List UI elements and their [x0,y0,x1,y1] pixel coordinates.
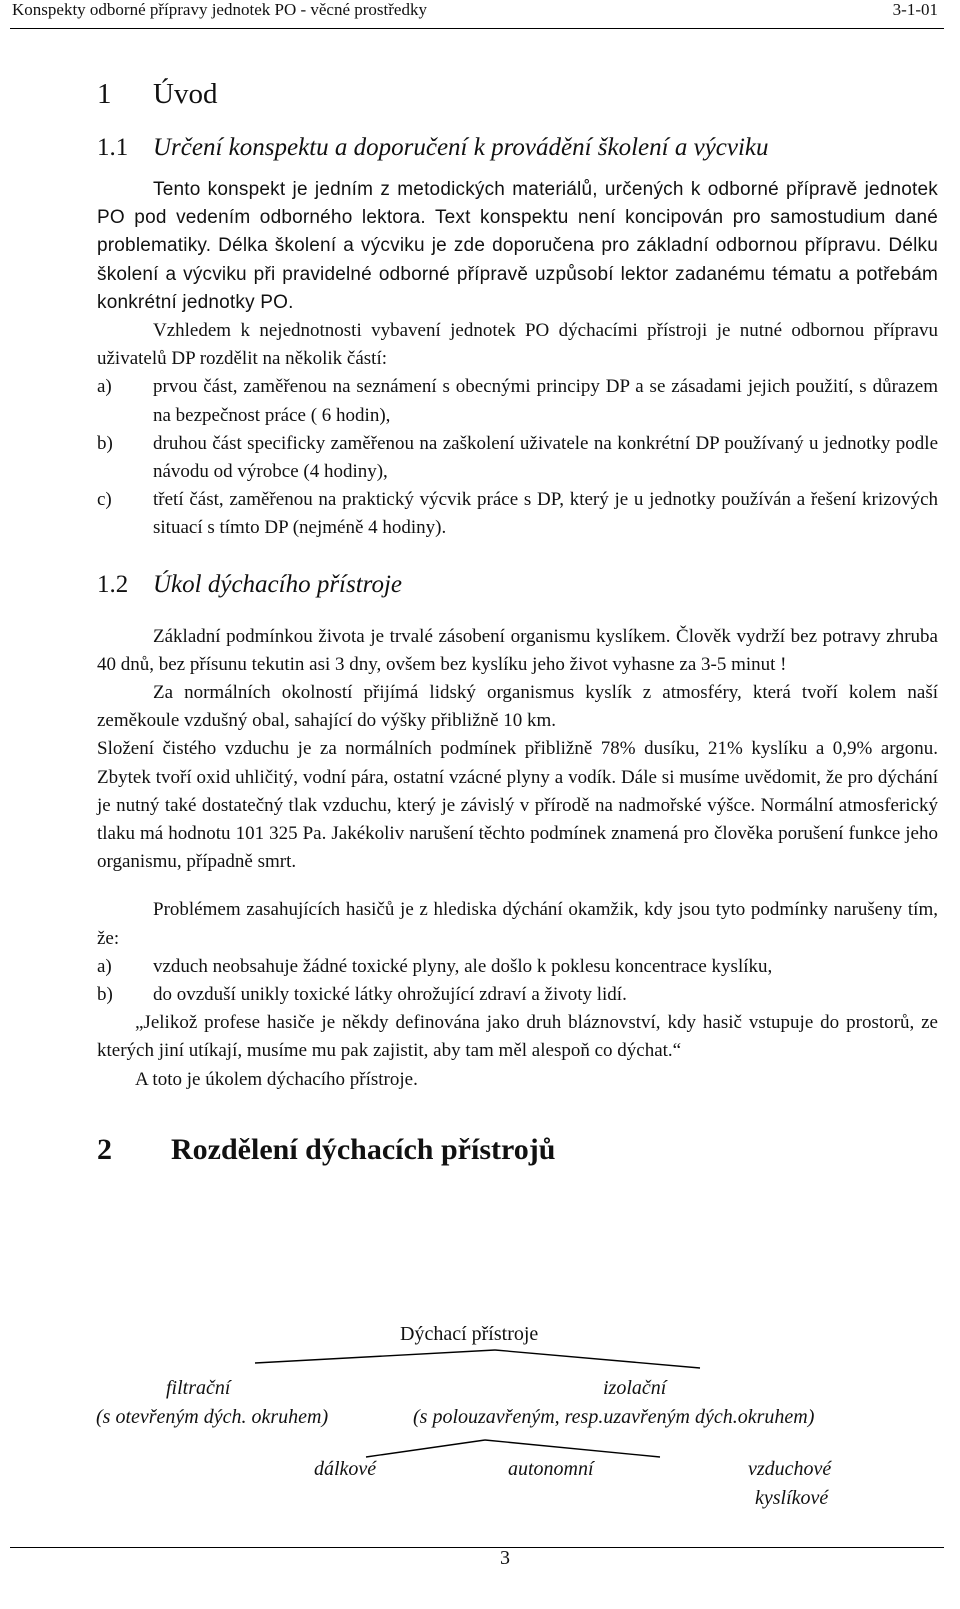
diagram-leaf-remote: dálkové [314,1458,377,1480]
diagram-leaf-oxygen: kyslíkové [755,1487,829,1509]
connector-isol-left [366,1440,485,1457]
breathing-apparatus-diagram [0,1315,960,1545]
page-number: 3 [500,1547,510,1569]
list-item [97,981,938,1009]
section-1-1-number: 1.1 [97,134,129,161]
footer-rule [10,1547,944,1548]
header-title: Konspekty odborné přípravy jednotek PO - věcné prostředky [12,0,427,19]
diagram-leaf-autonomous: autonomní [508,1458,594,1480]
paragraph-atmosphere: Za normálních okolností přijímá lidský organismus kyslík z atmosféry, která tvoří kolem naší zeměkoule vzdušný obal, sahající do výšky přibližně 10 km. [97,682,938,732]
section-1-2-title: Úkol dýchacího přístroje [153,570,403,598]
list-text: vzduch neobsahuje žádné toxické plyny, ale došlo k poklesu koncentrace kyslíku, [153,955,773,977]
diagram-root: Dýchací přístroje [400,1323,539,1345]
paragraph-oxygen: Základní podmínkou života je trvalé zásobení organismu kyslíkem. Člověk vydrží bez potravy zhruba 40 dnů, bez přísunu tekutin asi 3 dny, ovšem bez kyslíku jeho život vyhasne za 3-5 minut ! [97,625,938,675]
paragraph-parts: Vzhledem k nejednotnosti vybavení jednotek PO dýchacími přístroji je nutné odbornou přípravu uživatelů DP rozdělit na několik částí: [97,320,938,370]
diagram-filter-subtitle: (s otevřeným dých. okruhem) [96,1406,329,1428]
header-rule [10,28,944,29]
page-header [0,0,960,36]
document-body [97,70,938,1178]
connector-isol-right [485,1440,660,1457]
section-1-number: 1 [97,78,112,110]
list-label: b) [97,432,113,454]
connector-root-left [255,1350,495,1363]
list-text: do ovzduší unikly toxické látky ohrožující zdraví a životy lidí. [153,984,627,1006]
list-item [97,373,938,429]
paragraph-intro: Tento konspekt je jedním z metodických materiálů, určených k odborné přípravě jednotek PO pod vedením odborného lektora. Text konspektu není koncipován pro samostudium dané problematiky. Délka školení a výcviku je zde doporučena pro základní odbornou přípravu. Délku školení a výcviku při pravidelné odborné přípravě uzpůsobí lektor zadanému tématu a potřebám konkrétní jednotky PO. [97,179,938,313]
list-text: třetí část, zaměřenou na praktický výcvik práce s DP, který je u jednotky používán a řešení krizových situací s tímto DP (nejméně 4 hodiny). [153,489,938,539]
list-item [97,486,938,542]
list-text: prvou část, zaměřenou na seznámení s obecnými principy DP a se zásadami jejich použití, s důrazem na bezpečnost práce ( 6 hodin), [153,376,938,426]
list-label: a) [97,376,112,398]
list-text: druhou část specificky zaměřenou na zaškolení uživatele na konkrétní DP používaný u jednotky podle návodu od výrobce (4 hodiny), [153,432,938,483]
diagram-filter-title: filtrační [166,1377,231,1399]
list-item [97,430,938,486]
closing-sentence: A toto je úkolem dýchacího přístroje. [135,1068,418,1090]
diagram-leaf-air: vzduchové [748,1458,832,1480]
paragraph-firefighters: Problémem zasahujících hasičů je z hlediska dýchání okamžik, kdy jsou tyto podmínky narušeny tím, že: [97,899,938,949]
diagram-isolation-subtitle: (s polouzavřeným, resp.uzavřeným dých.okruhem) [413,1406,815,1428]
section-2-title: Rozdělení dýchacích přístrojů [171,1132,556,1166]
section-1-1-title: Určení konspektu a doporučení k provádění školení a výcviku [153,134,769,161]
header-code: 3-1-01 [892,0,938,19]
quote-paragraph: „Jelikož profese hasiče je někdy definována jako druh bláznovství, kdy hasič vstupuje do prostorů, ze kterých jiní utíkají, musíme mu pak zajistit, aby tam měl alespoň co dýchat.“ [97,1012,938,1062]
section-1-2-heading [97,563,938,607]
diagram-connectors [0,1315,960,1545]
diagram-isolation-title: izolační [603,1377,667,1399]
section-1-title: Úvod [153,78,218,110]
section-1-1-heading [97,126,938,170]
section-1-heading [97,70,938,118]
list-label: c) [97,489,112,511]
connector-root-right [495,1350,700,1368]
paragraph-air-composition: Složení čistého vzduchu je za normálních podmínek přibližně 78% dusíku, 21% kyslíku a 0,9% argonu. Zbytek tvoří oxid uhličitý, vodní pára, ostatní vzácné plyny a vodík. Dále si musíme uvědomit, že pro dýchání je nutný také dostatečný tlak vzduchu, který je závislý v přírodě na nadmořské výšce. Normální atmosferický tlaku má hodnotu 101 325 Pa. Jakékoliv narušení těchto podmínek znamená pro člověka porušení funkce jeho organismu, případně smrt. [97,738,938,873]
list-label: b) [97,984,113,1006]
section-2-heading [97,1122,938,1178]
list-item [97,953,938,981]
list-label: a) [97,955,112,977]
section-1-2-number: 1.2 [97,570,129,598]
section-2-number: 2 [97,1132,112,1166]
